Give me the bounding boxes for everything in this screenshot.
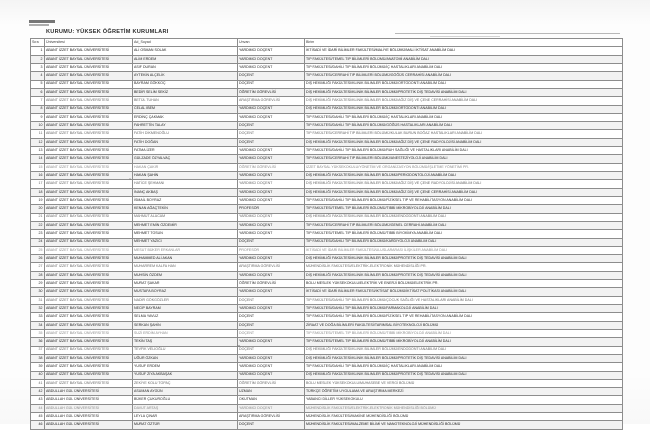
table-row[interactable] (31, 338, 623, 346)
cell-unvan: DOÇENT (238, 122, 305, 130)
cell-universitesi: ABANT İZZET BAYSAL ÜNİVERSİTESİ (45, 296, 133, 304)
cell-universitesi: ABANT İZZET BAYSAL ÜNİVERSİTESİ (45, 213, 133, 221)
cell-universitesi: ABANT İZZET BAYSAL ÜNİVERSİTESİ (45, 88, 133, 96)
cell-unvan: ÖĞRETİM GÖREVLİSİ (238, 379, 305, 387)
cell-unvan: ÖĞRETİM GÖREVLİSİ (238, 163, 305, 171)
cell-universitesi: ABANT İZZET BAYSAL ÜNİVERSİTESİ (45, 288, 133, 296)
cell-ad-soyad: MEHMET TOSUN (133, 230, 238, 238)
cell-universitesi: ABANT İZZET BAYSAL ÜNİVERSİTESİ (45, 280, 133, 288)
cell-ad-soyad: TEVFİK VELİOĞLU (133, 346, 238, 354)
cell-birim: DİŞ HEKİMLİĞİ FAKÜLTESİ/KLİNİK BİLİMLER BÖLÜMÜ/ORTODONTİ ANABİLİM DALI (305, 80, 623, 88)
cell-unvan: YARDIMCI DOÇENT (238, 105, 305, 113)
cell-universitesi: ABANT İZZET BAYSAL ÜNİVERSİTESİ (45, 63, 133, 71)
table-row[interactable] (31, 163, 623, 171)
cell-sira: 43 (31, 396, 45, 404)
cell-sira: 20 (31, 205, 45, 213)
table-row[interactable] (31, 63, 623, 71)
cell-sira: 38 (31, 354, 45, 362)
cell-ad-soyad: BETÜL TUHAN (133, 97, 238, 105)
cell-universitesi: ABANT İZZET BAYSAL ÜNİVERSİTESİ (45, 354, 133, 362)
cell-sira: 15 (31, 163, 45, 171)
table-row[interactable] (31, 155, 623, 163)
cell-birim: TIP FAKÜLTESİ/TEMEL TIP BİLİMLERİ BÖLÜMÜ/ANATOMİ ANABİLİM DALI (305, 55, 623, 63)
cell-unvan: ÖĞRETİM GÖREVLİSİ (238, 280, 305, 288)
table-row[interactable] (31, 122, 623, 130)
cell-birim: TIP FAKÜLTESİ/CERRAHİ TIP BİLİMLERİ BÖLÜMÜ/ANESTEZİYOLOJİ ANABİLİM DALI (305, 155, 623, 163)
cell-birim: TIP FAKÜLTESİ/TEMEL TIP BİLİMLERİ BÖLÜMÜ/TIBBİ MİKROBİYOLOJİ ANABİLİM DALI (305, 338, 623, 346)
table-row[interactable] (31, 55, 623, 63)
cell-unvan: YARDIMCI DOÇENT (238, 371, 305, 379)
cell-unvan: DOÇENT (238, 138, 305, 146)
column-header-unvan[interactable]: Unvan (238, 39, 305, 47)
table-row[interactable] (31, 97, 623, 105)
cell-unvan: DOÇENT (238, 130, 305, 138)
cell-sira: 44 (31, 404, 45, 412)
cell-sira: 29 (31, 280, 45, 288)
cell-sira: 1 (31, 47, 45, 55)
table-row[interactable] (31, 205, 623, 213)
cell-ad-soyad: HAKAN ŞAHİN (133, 172, 238, 180)
cell-birim: DİŞ HEKİMLİĞİ FAKÜLTESİ/KLİNİK BİLİMLER BÖLÜMÜ/PERİODONTOLOJİ ANABİLİM DALI (305, 172, 623, 180)
cell-ad-soyad: ASUMAN AYGÜN (133, 388, 238, 396)
cell-sira: 36 (31, 338, 45, 346)
table-row[interactable] (31, 421, 623, 429)
cell-birim: TIP FAKÜLTESİ/DAHİLİ TIP BİLİMLERİ BÖLÜMÜ/FİZİKSEL TIP VE REHABİLİTASYON ANABİLİM DALI (305, 313, 623, 321)
cell-unvan: YARDIMCI DOÇENT (238, 213, 305, 221)
cell-unvan: DOÇENT (238, 238, 305, 246)
cell-unvan: YARDIMCI DOÇENT (238, 188, 305, 196)
cell-ad-soyad: MEHMET EMİN ÖZDEMİR (133, 221, 238, 229)
cell-sira: 21 (31, 213, 45, 221)
cell-universitesi: ABANT İZZET BAYSAL ÜNİVERSİTESİ (45, 97, 133, 105)
cell-sira: 33 (31, 313, 45, 321)
cell-unvan: DOÇENT (238, 421, 305, 429)
cell-unvan: YARDIMCI DOÇENT (238, 113, 305, 121)
cell-unvan: YARDIMCI DOÇENT (238, 354, 305, 362)
cell-birim: İKTİSADİ VE İDARİ BİLİMLER FAKÜLTESİ/ULUSLARARASI İLİŞKİLER ANABİLİM DALI (305, 246, 623, 254)
table-body (31, 47, 623, 429)
cell-universitesi: ABANT İZZET BAYSAL ÜNİVERSİTESİ (45, 147, 133, 155)
cell-unvan: YARDIMCI DOÇENT (238, 172, 305, 180)
cell-universitesi: ABANT İZZET BAYSAL ÜNİVERSİTESİ (45, 196, 133, 204)
cell-birim: TIP FAKÜLTESİ/TEMEL TIP BİLİMLERİ BÖLÜMÜ/TIBBİ MİKROBİYOLOJİ ANABİLİM DALI (305, 329, 623, 337)
cell-sira: 12 (31, 138, 45, 146)
cell-ad-soyad: CELAL İBEM (133, 105, 238, 113)
cell-sira: 28 (31, 271, 45, 279)
table-row[interactable] (31, 379, 623, 387)
cell-sira: 2 (31, 55, 45, 63)
cell-sira: 32 (31, 305, 45, 313)
cell-unvan: DOÇENT (238, 313, 305, 321)
cell-ad-soyad: ZEKİYE KOLU TOPAÇ (133, 379, 238, 387)
cell-ad-soyad: AYTEKİN ALÇELİK (133, 72, 238, 80)
table-row[interactable] (31, 388, 623, 396)
table-row[interactable] (31, 371, 623, 379)
table-row[interactable] (31, 246, 623, 254)
cell-unvan: YARDIMCI DOÇENT (238, 363, 305, 371)
cell-birim: TIP FAKÜLTESİ/TEMEL TIP BİLİMLERİ BÖLÜMÜ/TIBBİ MİKROBİYOLOJİ ANABİLİM DALI (305, 205, 623, 213)
cell-universitesi: ABANT İZZET BAYSAL ÜNİVERSİTESİ (45, 379, 133, 387)
cell-birim: TIP FAKÜLTESİ/DAHİLİ TIP BİLİMLERİ BÖLÜMÜ/RUH SAĞLIĞI VE HASTALIKLARI ANABİLİM DALI (305, 147, 623, 155)
cell-ad-soyad: MUHARREM KALFA HAN (133, 263, 238, 271)
cell-ad-soyad: LEYLA ÇINAR (133, 413, 238, 421)
cell-universitesi: ABANT İZZET BAYSAL ÜNİVERSİTESİ (45, 230, 133, 238)
cell-sira: 37 (31, 346, 45, 354)
table-row[interactable] (31, 147, 623, 155)
cell-birim: TIP FAKÜLTESİ/CERRAHİ TIP BİLİMLERİ BÖLÜMÜ/GENEL CERRAHİ ANABİLİM DALI (305, 221, 623, 229)
cell-ad-soyad: TEKİN TAŞ (133, 338, 238, 346)
cell-universitesi: ABDULLAH GÜL ÜNİVERSİTESİ (45, 396, 133, 404)
cell-universitesi: ABANT İZZET BAYSAL ÜNİVERSİTESİ (45, 305, 133, 313)
cell-unvan: YARDIMCI DOÇENT (238, 196, 305, 204)
cell-universitesi: ABDULLAH GÜL ÜNİVERSİTESİ (45, 421, 133, 429)
cell-ad-soyad: NADİR GÖKGÖZLER (133, 296, 238, 304)
column-header-universitesi[interactable]: Üniversitesi (45, 39, 133, 47)
cell-sira: 5 (31, 80, 45, 88)
fax-header-mark-icon (29, 20, 55, 23)
table-row[interactable] (31, 280, 623, 288)
cell-birim: DİŞ HEKİMLİĞİ FAKÜLTESİ/KLİNİK BİLİMLER BÖLÜMÜ/PROTETİK DİŞ TEDAVİSİ ANABİLİM DALI (305, 271, 623, 279)
cell-ad-soyad: DAVUT ARTAŞ (133, 404, 238, 412)
cell-universitesi: ABANT İZZET BAYSAL ÜNİVERSİTESİ (45, 180, 133, 188)
cell-universitesi: ABANT İZZET BAYSAL ÜNİVERSİTESİ (45, 255, 133, 263)
cell-birim: DİŞ HEKİMLİĞİ FAKÜLTESİ/KLİNİK BİLİMLER BÖLÜMÜ/ORTODONTİ ANABİLİM DALI (305, 105, 623, 113)
table-row[interactable] (31, 305, 623, 313)
cell-universitesi: ABANT İZZET BAYSAL ÜNİVERSİTESİ (45, 105, 133, 113)
table-row[interactable] (31, 130, 623, 138)
cell-birim: TIP FAKÜLTESİ/DAHİLİ TIP BİLİMLERİ BÖLÜMÜ/İÇ HASTALIKLARI ANABİLİM DALI (305, 63, 623, 71)
cell-ad-soyad: FATMA İZER (133, 147, 238, 155)
cell-unvan: PROFESÖR (238, 246, 305, 254)
cell-sira: 19 (31, 196, 45, 204)
cell-sira: 31 (31, 296, 45, 304)
table-row[interactable] (31, 221, 623, 229)
table-row[interactable] (31, 404, 623, 412)
header-rule-secondary (430, 36, 500, 37)
cell-sira: 41 (31, 379, 45, 387)
table-row[interactable] (31, 80, 623, 88)
cell-ad-soyad: FAHRETTİN TALAY (133, 122, 238, 130)
cell-ad-soyad: ALİ OSMAN SOLAK (133, 47, 238, 55)
cell-sira: 39 (31, 363, 45, 371)
cell-universitesi: ABANT İZZET BAYSAL ÜNİVERSİTESİ (45, 338, 133, 346)
cell-sira: 45 (31, 413, 45, 421)
cell-birim: MÜHENDİSLİK FAKÜLTESİ/ELEKTRİK-ELEKTRONİK MÜHENDİSLİĞİ BÖLÜMÜ (305, 404, 623, 412)
cell-sira: 16 (31, 172, 45, 180)
cell-unvan: DOÇENT (238, 296, 305, 304)
cell-birim: BOLU MESLEK YÜKSEKOKULU/MUHASEBE VE VERGİ BÖLÜMÜ (305, 379, 623, 387)
cell-sira: 8 (31, 105, 45, 113)
table-row[interactable] (31, 321, 623, 329)
cell-birim: İKTİSADİ VE İDARİ BİLİMLER FAKÜLTESİ/MALİYE BÖLÜMÜ/MALİ İKTİSAT ANABİLİM DALI (305, 47, 623, 55)
cell-universitesi: ABANT İZZET BAYSAL ÜNİVERSİTESİ (45, 155, 133, 163)
cell-ad-soyad: UĞUR ÖZKAN (133, 354, 238, 362)
cell-universitesi: ABANT İZZET BAYSAL ÜNİVERSİTESİ (45, 363, 133, 371)
cell-sira: 22 (31, 221, 45, 229)
cell-universitesi: ABANT İZZET BAYSAL ÜNİVERSİTESİ (45, 346, 133, 354)
cell-unvan: YARDIMCI DOÇENT (238, 338, 305, 346)
cell-unvan: YARDIMCI DOÇENT (238, 63, 305, 71)
cell-sira: 23 (31, 230, 45, 238)
cell-sira: 10 (31, 122, 45, 130)
cell-birim: İZZET BAYSAL YÜKSEKOKULU/YÖNETİM VE ORGANİZASYON BÖLÜMÜ/İŞLETME YÖNETİMİ PR. (305, 163, 623, 171)
cell-universitesi: ABANT İZZET BAYSAL ÜNİVERSİTESİ (45, 238, 133, 246)
cell-universitesi: ABANT İZZET BAYSAL ÜNİVERSİTESİ (45, 122, 133, 130)
table-row[interactable] (31, 230, 623, 238)
cell-birim: İKTİSADİ VE İDARİ BİLİMLER FAKÜLTESİ/İKTİSAT BÖLÜMÜ/İKTİSAT POLİTİKASI ANABİLİM DALI (305, 288, 623, 296)
table-row[interactable] (31, 113, 623, 121)
cell-ad-soyad: ALİM ERDEM (133, 55, 238, 63)
cell-birim: TIP FAKÜLTESİ/TEMEL TIP BİLİMLERİ BÖLÜMÜ/TIBBİ BİYOKİMYA ANABİLİM DALI (305, 230, 623, 238)
cell-unvan: ARAŞTIRMA GÖREVLİSİ (238, 97, 305, 105)
cell-universitesi: ABANT İZZET BAYSAL ÜNİVERSİTESİ (45, 172, 133, 180)
table-row[interactable] (31, 271, 623, 279)
cell-birim: DİŞ HEKİMLİĞİ FAKÜLTESİ/KLİNİK BİLİMLER BÖLÜMÜ/PROTETİK DİŞ TEDAVİSİ ANABİLİM DALI (305, 371, 623, 379)
cell-ad-soyad: BAYRAM GÖKKOÇ (133, 80, 238, 88)
cell-ad-soyad: SERKAN ŞAHİN (133, 321, 238, 329)
cell-unvan: YARDIMCI DOÇENT (238, 404, 305, 412)
table-row[interactable] (31, 329, 623, 337)
table-row[interactable] (31, 263, 623, 271)
table-row[interactable] (31, 105, 623, 113)
cell-universitesi: ABDULLAH GÜL ÜNİVERSİTESİ (45, 388, 133, 396)
cell-unvan: DOÇENT (238, 346, 305, 354)
cell-unvan: YARDIMCI DOÇENT (238, 255, 305, 263)
cell-unvan: YARDIMCI DOÇENT (238, 155, 305, 163)
cell-ad-soyad: GÜLZADE ÖZYALVAÇ (133, 155, 238, 163)
cell-unvan: YARDIMCI DOÇENT (238, 47, 305, 55)
cell-universitesi: ABANT İZZET BAYSAL ÜNİVERSİTESİ (45, 55, 133, 63)
cell-sira: 30 (31, 288, 45, 296)
cell-sira: 17 (31, 180, 45, 188)
cell-unvan: DOÇENT (238, 321, 305, 329)
cell-sira: 7 (31, 97, 45, 105)
cell-unvan: YARDIMCI DOÇENT (238, 230, 305, 238)
table-row[interactable] (31, 138, 623, 146)
cell-universitesi: ABANT İZZET BAYSAL ÜNİVERSİTESİ (45, 163, 133, 171)
cell-sira: 13 (31, 147, 45, 155)
cell-ad-soyad: MUHAMMED ALİ AKAN (133, 255, 238, 263)
scan-speck (129, 178, 131, 180)
cell-birim: TIP FAKÜLTESİ/DAHİLİ TIP BİLİMLERİ BÖLÜMÜ/FARMAKOLOJİ ANABİLİM DALI (305, 305, 623, 313)
cell-unvan: YARDIMCI DOÇENT (238, 288, 305, 296)
cell-unvan: DOÇENT (238, 329, 305, 337)
table-row[interactable] (31, 213, 623, 221)
cell-sira: 26 (31, 255, 45, 263)
header-rule (395, 33, 620, 34)
cell-unvan: ARAŞTIRMA GÖREVLİSİ (238, 413, 305, 421)
cell-ad-soyad: MUSTAFA BOYRAZ (133, 288, 238, 296)
cell-birim: DİŞ HEKİMLİĞİ FAKÜLTESİ/KLİNİK BİLİMLER BÖLÜMÜ/AĞIZ DİŞ VE ÇENE CERRAHİSİ ANABİLİM DALI (305, 188, 623, 196)
cell-sira: 35 (31, 329, 45, 337)
cell-ad-soyad: MUHSİN ÖZDEM (133, 271, 238, 279)
cell-unvan: YARDIMCI DOÇENT (238, 147, 305, 155)
cell-birim: BOLU MESLEK YÜKSEKOKULU/ELEKTRİK VE ENERJİ BÖLÜMÜ/ELEKTRİK PR. (305, 280, 623, 288)
cell-ad-soyad: MAHMUT ALACAM (133, 213, 238, 221)
personnel-table (30, 38, 623, 430)
cell-ad-soyad: FATİH DOĞAN (133, 138, 238, 146)
cell-birim: DİŞ HEKİMLİĞİ FAKÜLTESİ/KLİNİK BİLİMLER BÖLÜMÜ/PROTETİK DİŞ TEDAVİSİ ANABİLİM DALI (305, 354, 623, 362)
cell-birim: TIP FAKÜLTESİ/CERRAHİ TIP BİLİMLERİ BÖLÜMÜ/KULAK BURUN BOĞAZ HASTALIKLARI ANABİLİM DALI (305, 130, 623, 138)
cell-universitesi: ABANT İZZET BAYSAL ÜNİVERSİTESİ (45, 72, 133, 80)
cell-universitesi: ABANT İZZET BAYSAL ÜNİVERSİTESİ (45, 221, 133, 229)
page-title: KURUMU: YÜKSEK ÖĞRETİM KURUMLARI (46, 29, 169, 35)
cell-sira: 9 (31, 113, 45, 121)
cell-universitesi: ABANT İZZET BAYSAL ÜNİVERSİTESİ (45, 113, 133, 121)
table-row[interactable] (31, 72, 623, 80)
cell-unvan: YARDIMCI DOÇENT (238, 180, 305, 188)
fax-header-mark-secondary-icon (29, 24, 49, 26)
cell-birim: ZİRAAT VE DOĞA BİLİMLERİ FAKÜLTESİ/TARIMSAL BİYOTEKNOLOJİ BÖLÜMÜ (305, 321, 623, 329)
cell-ad-soyad: BÜKER ÇUKUROĞLU (133, 396, 238, 404)
table-row[interactable] (31, 196, 623, 204)
cell-sira: 25 (31, 246, 45, 254)
table-row[interactable] (31, 363, 623, 371)
cell-unvan: PROFESÖR (238, 205, 305, 213)
cell-birim: DİŞ HEKİMLİĞİ FAKÜLTESİ/KLİNİK BİLİMLER BÖLÜMÜ/PROTETİK DİŞ TEDAVİSİ ANABİLİM DALI (305, 88, 623, 96)
cell-birim: TIP FAKÜLTESİ/DAHİLİ TIP BİLİMLERİ BÖLÜMÜ/ÇOCUK SAĞLIĞI VE HASTALIKLARI ANABİLİM DALI (305, 296, 623, 304)
cell-sira: 34 (31, 321, 45, 329)
cell-ad-soyad: ERDİNÇ ÇAKMAK (133, 113, 238, 121)
table-row[interactable] (31, 238, 623, 246)
cell-sira: 3 (31, 63, 45, 71)
cell-ad-soyad: NECİP BAYRAM (133, 305, 238, 313)
column-header-sira[interactable]: Sıra (31, 39, 45, 47)
table-row[interactable] (31, 47, 623, 55)
cell-universitesi: ABANT İZZET BAYSAL ÜNİVERSİTESİ (45, 313, 133, 321)
table-row[interactable] (31, 88, 623, 96)
cell-universitesi: ABANT İZZET BAYSAL ÜNİVERSİTESİ (45, 188, 133, 196)
table-row[interactable] (31, 288, 623, 296)
cell-ad-soyad: BEDİR SELİM SEKİZ (133, 88, 238, 96)
cell-unvan: YARDIMCI DOÇENT (238, 55, 305, 63)
table-row[interactable] (31, 313, 623, 321)
cell-unvan: YARDIMCI DOÇENT (238, 271, 305, 279)
cell-birim: DİŞ HEKİMLİĞİ FAKÜLTESİ/KLİNİK BİLİMLER BÖLÜMÜ/AĞIZ DİŞ VE ÇENE RADYOLOJİSİ ANABİLİM DALI (305, 138, 623, 146)
table-row[interactable] (31, 346, 623, 354)
cell-unvan: ÖĞRETİM GÖREVLİSİ (238, 88, 305, 96)
scan-speck (237, 345, 240, 347)
table-row[interactable] (31, 296, 623, 304)
cell-ad-soyad: HAKAN ÇAKIR (133, 163, 238, 171)
table-row[interactable] (31, 255, 623, 263)
cell-universitesi: ABANT İZZET BAYSAL ÜNİVERSİTESİ (45, 329, 133, 337)
cell-universitesi: ABANT İZZET BAYSAL ÜNİVERSİTESİ (45, 80, 133, 88)
cell-unvan: UZMAN (238, 388, 305, 396)
cell-birim: MÜHENDİSLİK FAKÜLTESİ/ELEKTRİK-ELEKTRONİK MÜHENDİSLİĞİ PR. (305, 263, 623, 271)
cell-birim: DİŞ HEKİMLİĞİ FAKÜLTESİ/KLİNİK BİLİMLER BÖLÜMÜ/PROTETİK DİŞ TEDAVİSİ ANABİLİM DALI (305, 255, 623, 263)
cell-sira: 4 (31, 72, 45, 80)
cell-sira: 46 (31, 421, 45, 429)
cell-sira: 18 (31, 188, 45, 196)
cell-unvan: DOÇENT (238, 80, 305, 88)
cell-ad-soyad: KENAN AĞAÇTEKİN (133, 205, 238, 213)
cell-universitesi: ABANT İZZET BAYSAL ÜNİVERSİTESİ (45, 263, 133, 271)
cell-birim: TIP FAKÜLTESİ/DAHİLİ TIP BİLİMLERİ BÖLÜMÜ/İÇ HASTALIKLARI ANABİLİM DALI (305, 363, 623, 371)
table-row[interactable] (31, 180, 623, 188)
cell-ad-soyad: İNANÇ AKBAŞ (133, 188, 238, 196)
table-row[interactable] (31, 354, 623, 362)
cell-birim: DİŞ HEKİMLİĞİ FAKÜLTESİ/KLİNİK BİLİMLER BÖLÜMÜ/ENDODONTİ ANABİLİM DALI (305, 213, 623, 221)
cell-birim: MÜHENDİSLİK FAKÜLTESİ/MAKİNE MÜHENDİSLİĞİ BÖLÜMÜ (305, 413, 623, 421)
cell-universitesi: ABANT İZZET BAYSAL ÜNİVERSİTESİ (45, 205, 133, 213)
column-header-ad-soyad[interactable]: Ad_Soyad (133, 39, 238, 47)
cell-sira: 11 (31, 130, 45, 138)
cell-ad-soyad: MURAT ÖZTÜR (133, 421, 238, 429)
cell-ad-soyad: FATİH DİKMENOĞLU (133, 130, 238, 138)
table-row[interactable] (31, 413, 623, 421)
cell-universitesi: ABANT İZZET BAYSAL ÜNİVERSİTESİ (45, 138, 133, 146)
cell-ad-soyad: MESUT BÜKER ERKANLAR (133, 246, 238, 254)
cell-ad-soyad: YUSUF ERDEM (133, 363, 238, 371)
cell-ad-soyad: MEHMET YAZICI (133, 238, 238, 246)
cell-ad-soyad: HATİCE ŞEHMANI (133, 180, 238, 188)
cell-ad-soyad: SELMA YAVUZ (133, 313, 238, 321)
cell-unvan: YARDIMCI DOÇENT (238, 221, 305, 229)
cell-birim: TIP FAKÜLTESİ/CERRAHİ TIP BİLİMLERİ BÖLÜMÜ/GÖĞÜS CERRAHİSİ ANABİLİM DALI (305, 72, 623, 80)
cell-ad-soyad: YUSUF ZİYA AKBAŞAK (133, 371, 238, 379)
cell-universitesi: ABANT İZZET BAYSAL ÜNİVERSİTESİ (45, 246, 133, 254)
cell-birim: TIP FAKÜLTESİ/DAHİLİ TIP BİLİMLERİ BÖLÜMÜ/KARDİYOLOJİ ANABİLİM DALI (305, 238, 623, 246)
cell-birim: TÜRKÇE ÖĞRETİM UYGULAMA VE ARAŞTIRMA MERKEZİ (305, 388, 623, 396)
cell-sira: 14 (31, 155, 45, 163)
cell-birim: YABANCI DİLLER YÜKSEKOKULU (305, 396, 623, 404)
table-header-row (31, 39, 623, 47)
cell-universitesi: ABDULLAH GÜL ÜNİVERSİTESİ (45, 413, 133, 421)
table-row[interactable] (31, 172, 623, 180)
cell-unvan: ARAŞTIRMA GÖREVLİSİ (238, 263, 305, 271)
cell-birim: TIP FAKÜLTESİ/DAHİLİ TIP BİLİMLERİ BÖLÜMÜ/İÇ HASTALIKLARI ANABİLİM DALI (305, 113, 623, 121)
cell-ad-soyad: MURAT ŞAKAR (133, 280, 238, 288)
cell-birim: DİŞ HEKİMLİĞİ FAKÜLTESİ/KLİNİK BİLİMLER BÖLÜMÜ/ENDODONTİ ANABİLİM DALI (305, 346, 623, 354)
table-row[interactable] (31, 396, 623, 404)
cell-universitesi: ABANT İZZET BAYSAL ÜNİVERSİTESİ (45, 130, 133, 138)
cell-sira: 42 (31, 388, 45, 396)
cell-universitesi: ABANT İZZET BAYSAL ÜNİVERSİTESİ (45, 271, 133, 279)
cell-birim: TIP FAKÜLTESİ/DAHİLİ TIP BİLİMLERİ BÖLÜMÜ/GÖĞÜS HASTALIKLARI ANABİLİM DALI (305, 122, 623, 130)
cell-ad-soyad: SUZİ ERDİM AYHAN (133, 329, 238, 337)
cell-unvan: YARDIMCI DOÇENT (238, 305, 305, 313)
cell-birim: DİŞ HEKİMLİĞİ FAKÜLTESİ/KLİNİK BİLİMLER BÖLÜMÜ/AĞIZ DİŞ VE ÇENE CERRAHİSİ ANABİLİM DALI (305, 97, 623, 105)
cell-sira: 24 (31, 238, 45, 246)
cell-universitesi: ABANT İZZET BAYSAL ÜNİVERSİTESİ (45, 47, 133, 55)
cell-universitesi: ABDULLAH GÜL ÜNİVERSİTESİ (45, 404, 133, 412)
cell-ad-soyad: İSMAİL BOYRAZ (133, 196, 238, 204)
cell-ad-soyad: ASIF DURAN (133, 63, 238, 71)
cell-sira: 40 (31, 371, 45, 379)
cell-unvan: DOÇENT (238, 72, 305, 80)
cell-birim: MÜHENDİSLİK FAKÜLTESİ/MALZEME BİLİMİ VE NANOTEKNOLOJİ MÜHENDİSLİĞİ BÖLÜMÜ (305, 421, 623, 429)
table-row[interactable] (31, 188, 623, 196)
column-header-birim[interactable]: Birim (305, 39, 623, 47)
cell-universitesi: ABANT İZZET BAYSAL ÜNİVERSİTESİ (45, 371, 133, 379)
cell-birim: DİŞ HEKİMLİĞİ FAKÜLTESİ/KLİNİK BİLİMLER BÖLÜMÜ/AĞIZ DİŞ VE ÇENE RADYOLOJİSİ ANABİLİM DALI (305, 180, 623, 188)
cell-unvan: OKUTMAN (238, 396, 305, 404)
cell-sira: 27 (31, 263, 45, 271)
cell-sira: 6 (31, 88, 45, 96)
cell-universitesi: ABANT İZZET BAYSAL ÜNİVERSİTESİ (45, 321, 133, 329)
cell-birim: TIP FAKÜLTESİ/DAHİLİ TIP BİLİMLERİ BÖLÜMÜ/FİZİKSEL TIP VE REHABİLİTASYON ANABİLİM DALI (305, 196, 623, 204)
